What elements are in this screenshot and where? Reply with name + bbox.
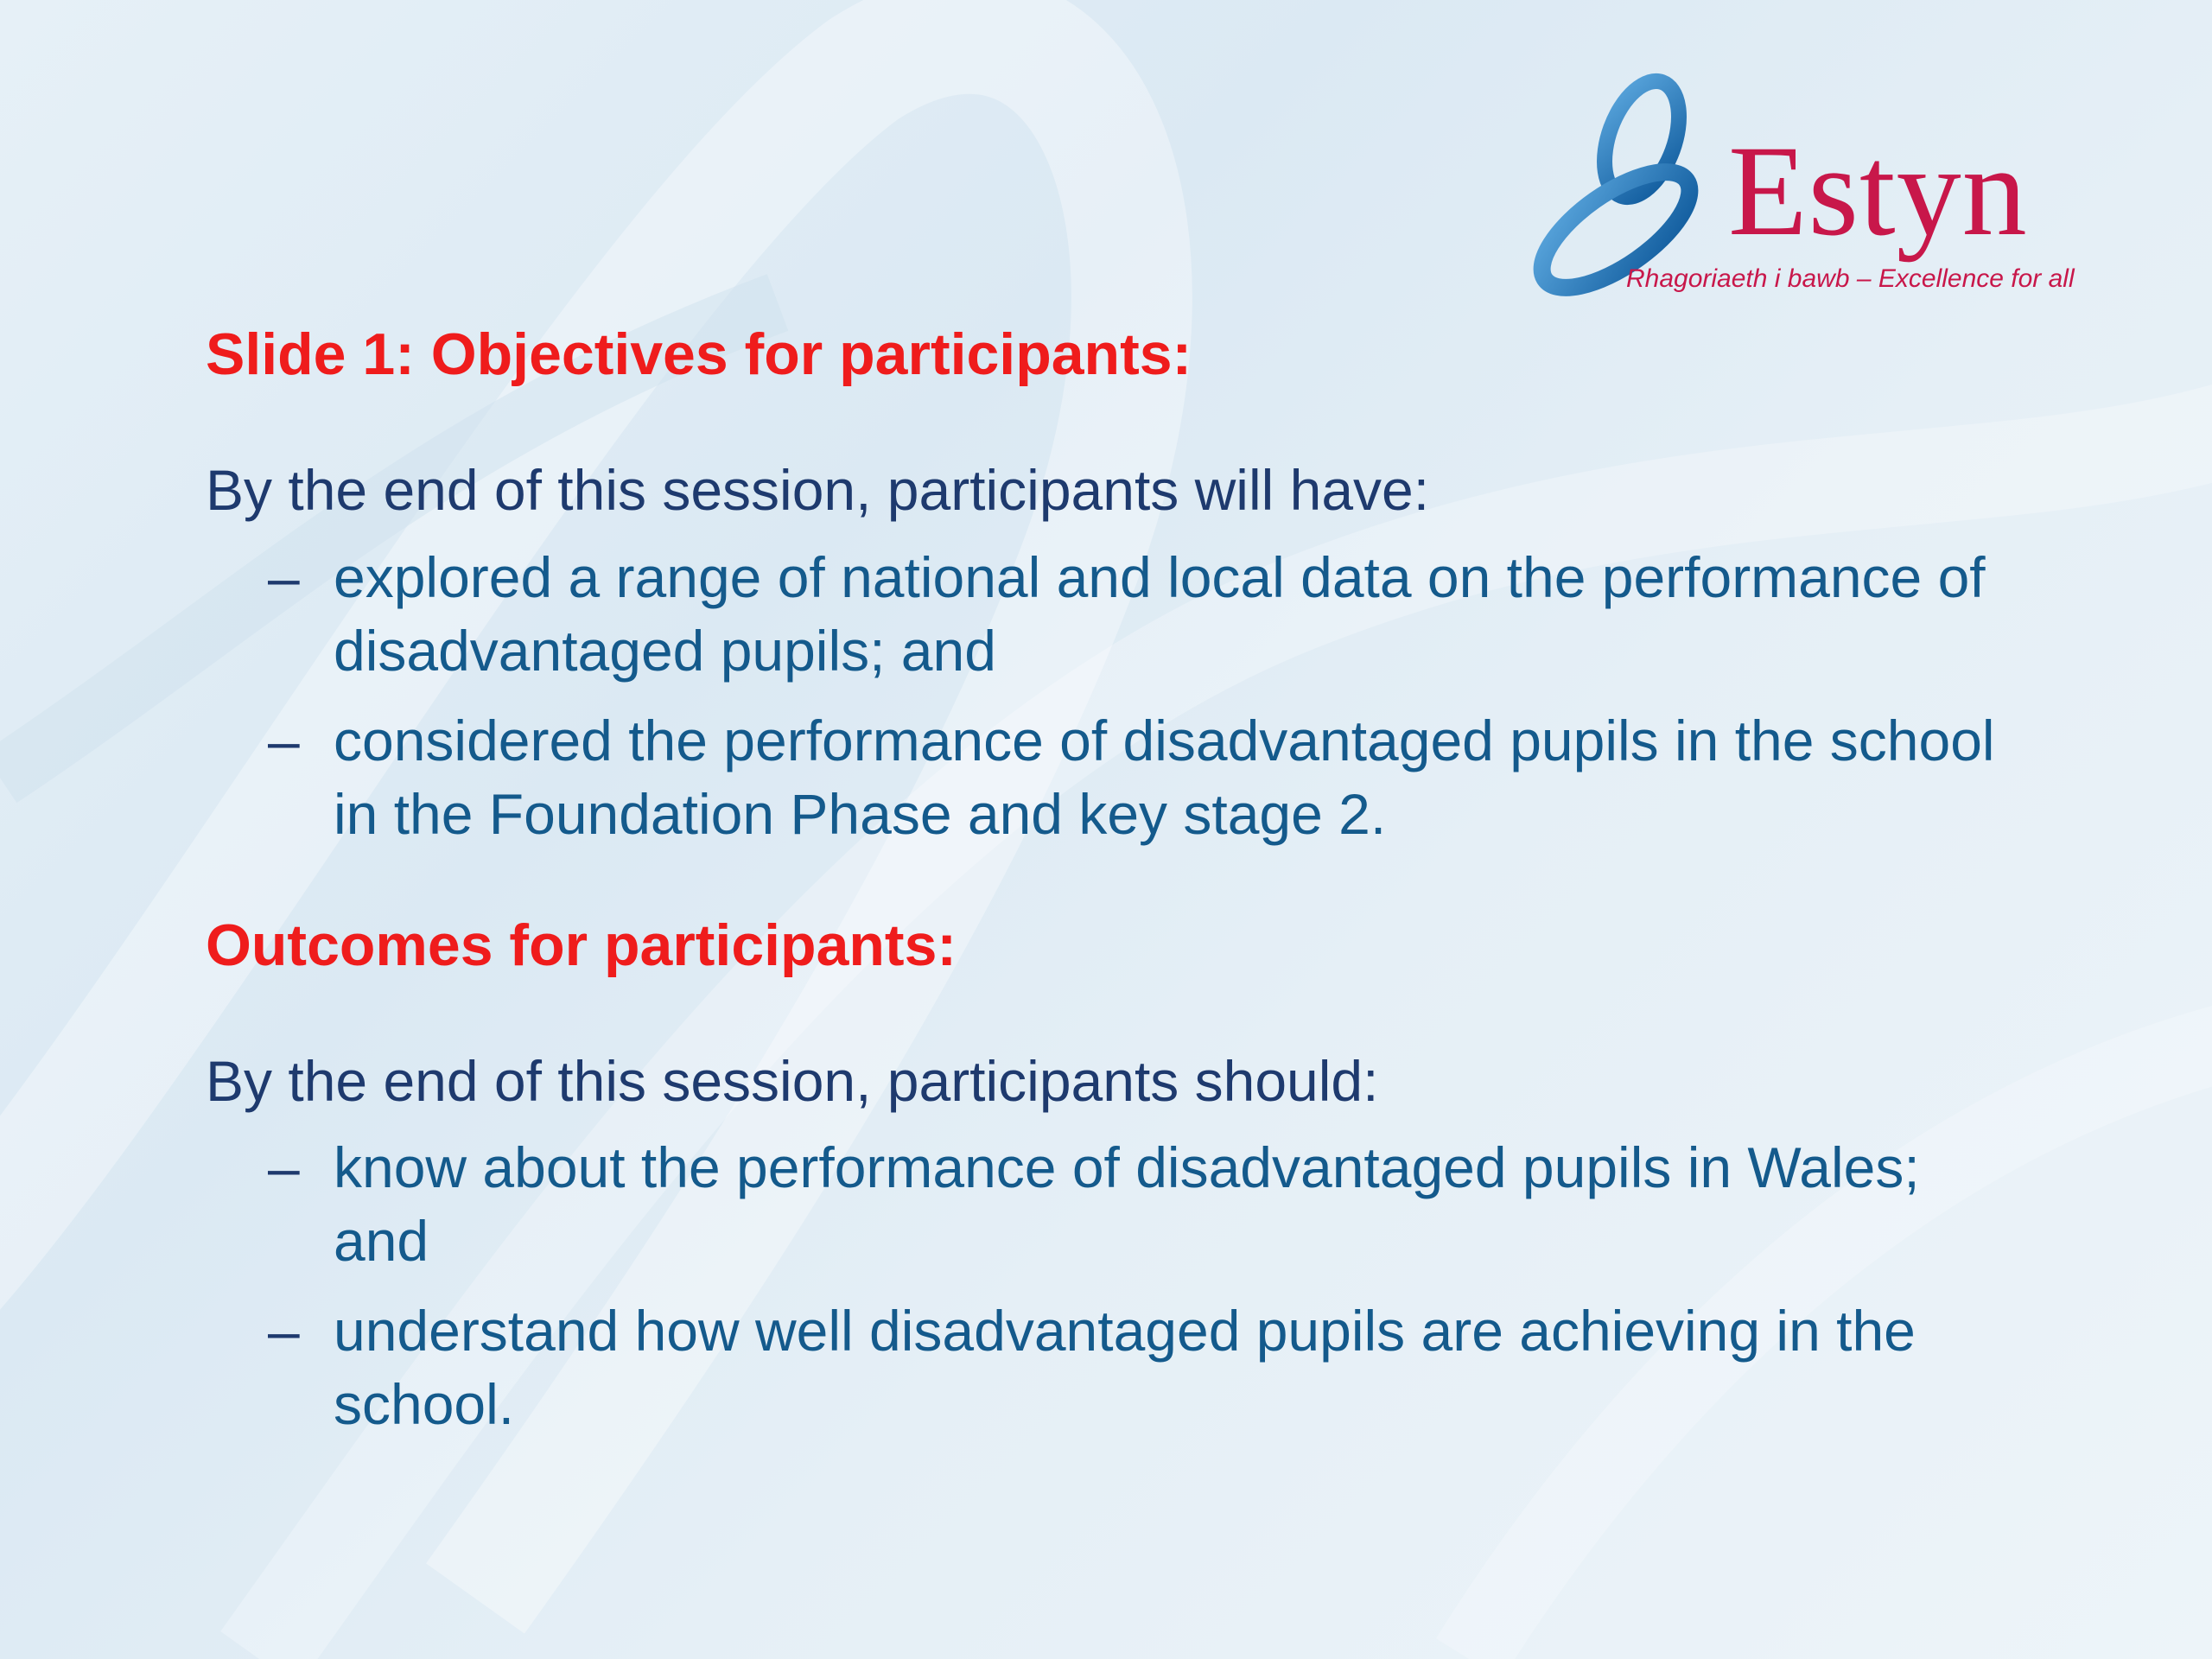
objectives-heading: Slide 1: Objectives for participants: [206, 321, 1192, 387]
estyn-logo [1521, 57, 2074, 308]
bullet-dash: – [268, 1135, 300, 1199]
outcomes-intro: By the end of this session, participants should: [206, 1049, 1379, 1113]
bullet-text: understand how well disadvantaged pupils are achieving in the school. [334, 1299, 1916, 1436]
list-item [206, 1294, 2020, 1441]
bullet-text: explored a range of national and local data on the performance of disadvantaged pupils; and [334, 545, 1986, 683]
bullet-text: know about the performance of disadvantaged pupils in Wales; and [334, 1135, 1920, 1273]
logo-wordmark: Estyn [1728, 119, 2028, 263]
list-item [206, 1131, 2020, 1278]
outcomes-list [206, 1131, 2020, 1458]
bullet-dash: – [268, 1299, 300, 1363]
bullet-dash: – [268, 709, 300, 772]
list-item [206, 704, 2020, 851]
list-item [206, 541, 2020, 688]
outcomes-heading: Outcomes for participants: [206, 912, 957, 978]
objectives-intro: By the end of this session, participants will have: [206, 458, 1430, 522]
bullet-dash: – [268, 545, 300, 609]
logo-tagline: Rhagoriaeth i bawb – Excellence for all [1626, 264, 2075, 293]
bullet-text: considered the performance of disadvantaged pupils in the school in the Foundation Phase and key stage 2. [334, 709, 1995, 846]
objectives-list [206, 541, 2020, 868]
